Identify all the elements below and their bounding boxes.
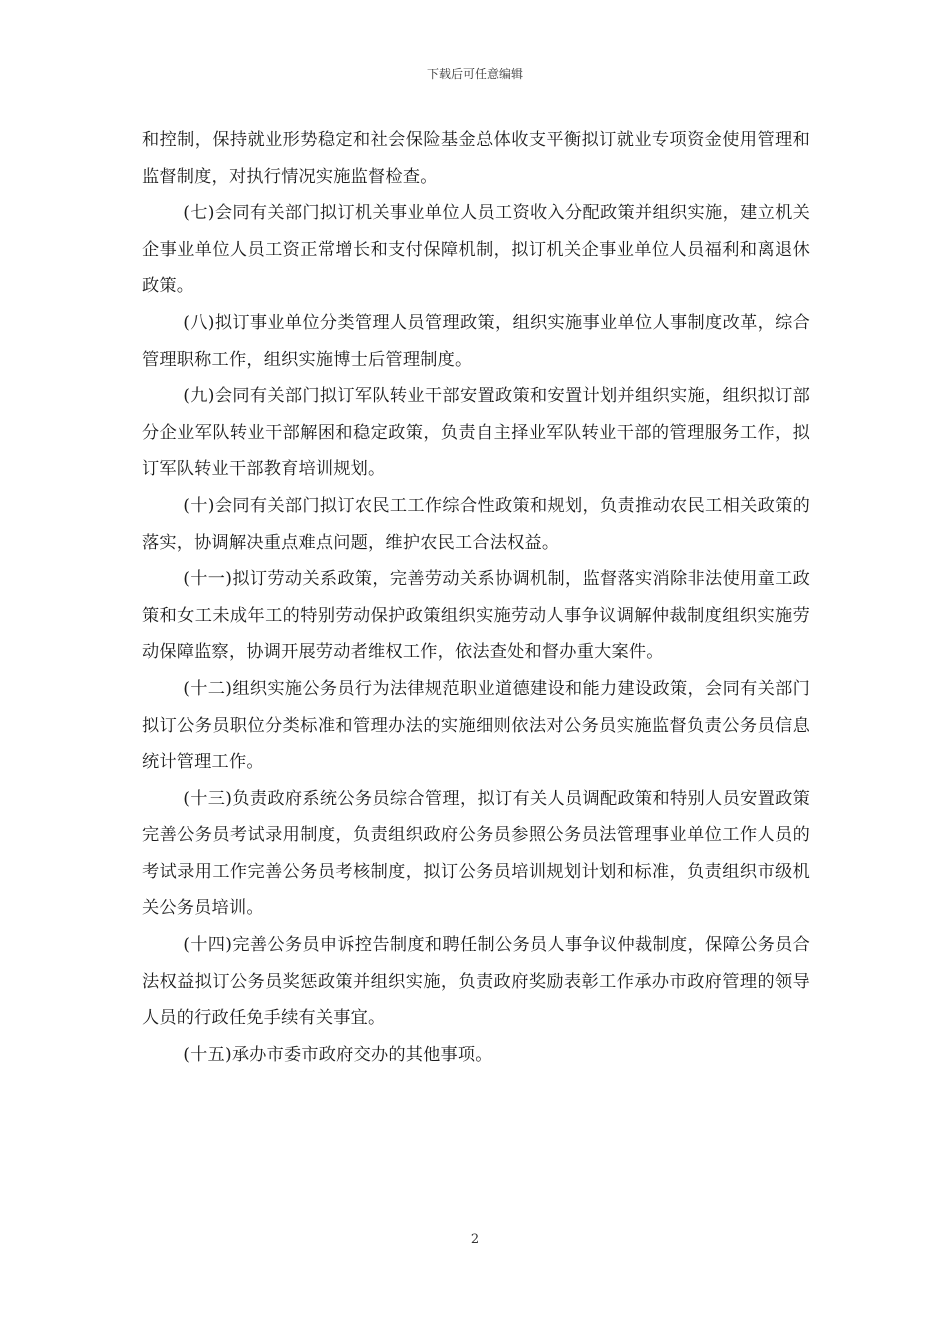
paragraph-item-8: (八)拟订事业单位分类管理人员管理政策，组织实施事业单位人事制度改革，综合管理职称工作，组织实施博士后管理制度。: [142, 312, 810, 370]
page-header: 下载后可任意编辑: [426, 67, 523, 81]
paragraph-item-10: (十)会同有关部门拟订农民工工作综合性政策和规划，负责推动农民工相关政策的落实，协调解决重点难点问题，维护农民工合法权益。: [142, 495, 810, 553]
paragraph-item-14: (十四)完善公务员申诉控告制度和聘任制公务员人事争议仲裁制度，保障公务员合法权益拟订公务员奖惩政策并组织实施，负责政府奖励表彰工作承办市政府管理的领导人员的行政任免手续有关事宜。: [142, 935, 810, 1029]
paragraph-continuation: 和控制，保持就业形势稳定和社会保险基金总体收支平衡拟订就业专项资金使用管理和监督制度，对执行情况实施监督检查。: [142, 130, 810, 187]
paragraph-item-15: (十五)承办市委市政府交办的其他事项。: [183, 1044, 493, 1065]
paragraph-item-7: (七)会同有关部门拟订机关事业单位人员工资收入分配政策并组织实施，建立机关企事业单位人员工资正常增长和支付保障机制，拟订机关企事业单位人员福利和离退休政策。: [142, 203, 810, 297]
paragraph-item-13: (十三)负责政府系统公务员综合管理，拟订有关人员调配政策和特别人员安置政策完善公务员考试录用制度，负责组织政府公务员参照公务员法管理事业单位工作人员的考试录用工作完善公务员考核制度，拟订公务员培训规划计划和标准，负责组织市级机关公务员培训。: [142, 788, 810, 919]
page-number: 2: [470, 1232, 480, 1247]
paragraph-item-12: (十二)组织实施公务员行为法律规范职业道德建设和能力建设政策，会同有关部门拟订公务员职位分类标准和管理办法的实施细则依法对公务员实施监督负责公务员信息统计管理工作。: [142, 678, 810, 773]
paragraph-item-11: (十一)拟订劳动关系政策，完善劳动关系协调机制，监督落实消除非法使用童工政策和女工未成年工的特别劳动保护政策组织实施劳动人事争议调解仲裁制度组织实施劳动保障监察，协调开展劳动者维权工作，依法查处和督办重大案件。: [142, 569, 810, 663]
paragraph-item-9: (九)会同有关部门拟订军队转业干部安置政策和安置计划并组织实施，组织拟订部分企业军队转业干部解困和稳定政策，负责自主择业军队转业干部的管理服务工作，拟订军队转业干部教育培训规划。: [142, 386, 810, 480]
document-body: [142, 122, 810, 1073]
